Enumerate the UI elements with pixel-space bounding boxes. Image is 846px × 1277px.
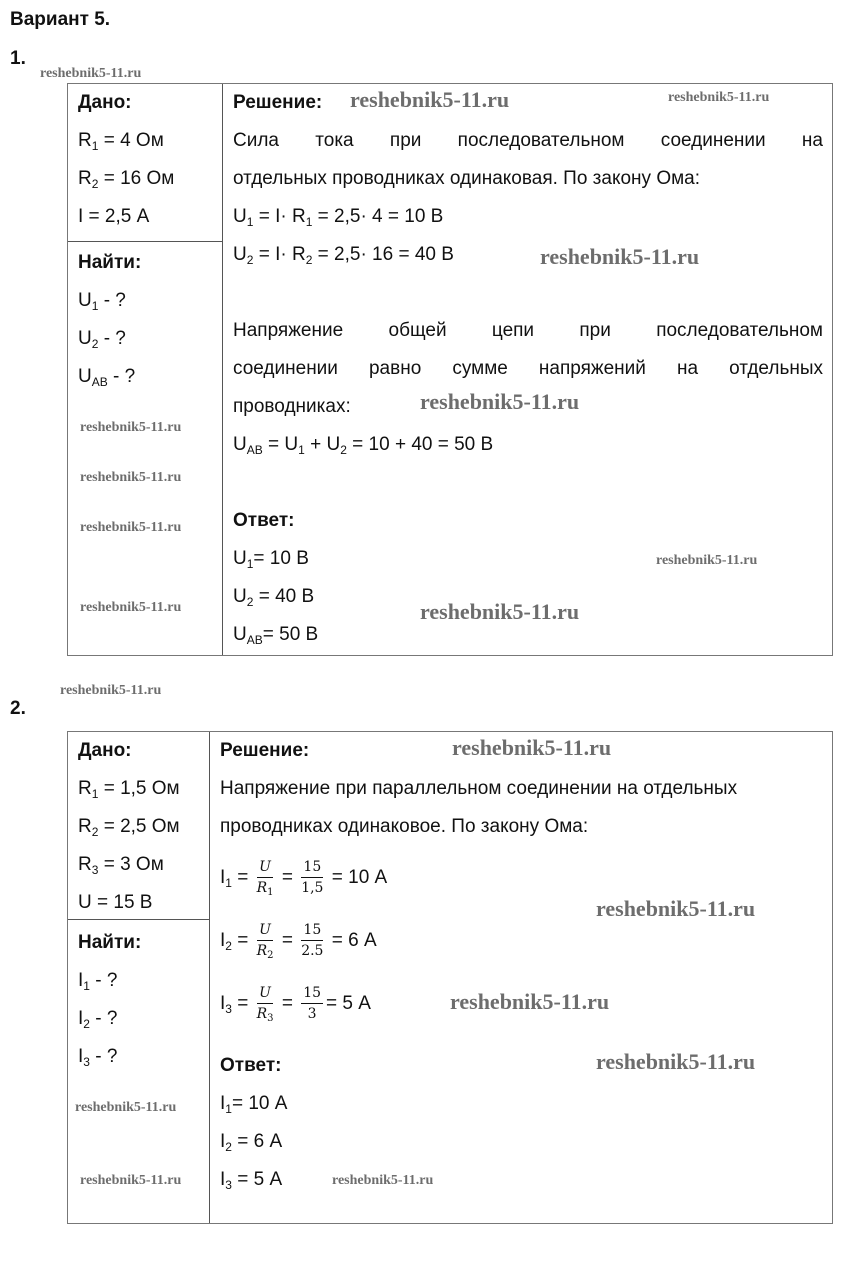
text: R — [78, 168, 92, 189]
fraction — [301, 857, 323, 898]
text-line — [220, 808, 825, 846]
text: I — [220, 930, 226, 951]
text: = 10 + 40 = 50 В — [346, 434, 494, 455]
text: Ответ: — [220, 1055, 282, 1076]
text-line — [220, 1035, 825, 1047]
denominator-text: 1,5 — [301, 880, 324, 897]
fraction — [257, 983, 274, 1024]
text: = 2,5· 4 = 10 В — [312, 206, 444, 227]
text: = — [276, 867, 299, 888]
text: = 5 А — [326, 993, 371, 1014]
text-line — [78, 1000, 180, 1038]
text: = 40 В — [253, 586, 315, 607]
text: U — [233, 586, 247, 607]
numerator: U — [257, 983, 273, 1004]
subscript: AB — [246, 443, 263, 457]
watermark: reshebnik5-11.ru — [80, 520, 182, 535]
text: Сила тока при последовательном соединении на — [233, 130, 823, 151]
text: = — [231, 930, 254, 951]
subscript: 3 — [225, 1002, 232, 1016]
text-line — [78, 962, 180, 1000]
subscript: 3 — [267, 1013, 274, 1025]
text: I — [78, 970, 84, 991]
text: I — [78, 1008, 84, 1029]
find-heading — [78, 924, 180, 962]
watermark: reshebnik5-11.ru — [656, 553, 758, 568]
text: = 10 В — [253, 548, 309, 569]
text: U = 15 В — [78, 892, 153, 913]
watermark: reshebnik5-11.ru — [332, 1173, 434, 1188]
variant-title: Вариант 5. — [10, 9, 111, 30]
text: U — [233, 548, 247, 569]
text-line — [78, 320, 174, 358]
text: U — [78, 290, 92, 311]
text-line — [233, 426, 823, 464]
text: I = 2,5 А — [78, 206, 150, 227]
subscript: 1 — [267, 887, 274, 899]
text-line — [233, 160, 823, 198]
text-line — [220, 770, 825, 808]
text-line — [78, 84, 174, 122]
denominator — [301, 878, 323, 898]
denominator-text: R — [256, 880, 268, 897]
text: Напряжение при параллельном соединении на отдельных — [220, 778, 738, 799]
denominator-text: R — [256, 943, 268, 960]
text: U — [233, 434, 247, 455]
denominator — [257, 1004, 274, 1024]
text: = 6 А — [326, 930, 377, 951]
text: = I· R — [253, 244, 306, 265]
watermark: reshebnik5-11.ru — [596, 896, 756, 921]
text-line — [78, 846, 180, 884]
numerator: U — [257, 857, 273, 878]
text: I — [78, 1046, 84, 1067]
text: отдельных проводниках одинаковая. По закону Ома: — [233, 168, 701, 189]
text: Напряжение общей цепи при последовательном — [233, 320, 823, 341]
numerator: U — [257, 920, 273, 941]
text-line — [78, 358, 174, 396]
subscript: 2 — [246, 253, 254, 267]
column-divider — [222, 84, 223, 655]
text: соединении равно сумме напряжений на отдельных — [233, 358, 823, 379]
watermark: reshebnik5-11.ru — [350, 87, 510, 112]
watermark: reshebnik5-11.ru — [452, 735, 612, 760]
subscript: 1 — [246, 557, 254, 571]
text: проводниках: — [233, 396, 351, 417]
text: I — [220, 1169, 226, 1190]
subscript: 2 — [225, 939, 232, 953]
text-line — [220, 1161, 825, 1199]
denominator — [257, 878, 274, 898]
watermark: reshebnik5-11.ru — [540, 244, 700, 269]
subscript: 2 — [246, 595, 254, 609]
text: Решение: — [233, 92, 323, 113]
subscript: 2 — [305, 253, 313, 267]
text: Найти: — [78, 932, 142, 953]
text: R — [78, 816, 92, 837]
numerator: 15 — [301, 857, 323, 878]
subscript: 1 — [246, 215, 254, 229]
solution-column — [233, 84, 823, 654]
text: = 6 А — [231, 1131, 283, 1152]
watermark: reshebnik5-11.ru — [80, 470, 182, 485]
watermark: reshebnik5-11.ru — [420, 389, 580, 414]
text-line — [233, 464, 823, 502]
subscript: 3 — [91, 863, 99, 877]
subscript: 2 — [340, 443, 347, 457]
text-line — [78, 770, 180, 808]
subscript: 1 — [91, 787, 99, 801]
subscript: 1 — [91, 139, 99, 153]
subscript: 1 — [225, 876, 232, 890]
subscript: 3 — [225, 1178, 232, 1192]
watermark: reshebnik5-11.ru — [75, 1100, 177, 1115]
text: U — [233, 206, 247, 227]
fraction — [301, 983, 323, 1024]
text-line — [233, 312, 823, 350]
problem-2-table — [67, 731, 833, 1224]
text-line — [78, 1038, 180, 1076]
text: = 10 А — [231, 1093, 288, 1114]
watermark: reshebnik5-11.ru — [80, 1173, 182, 1188]
text-line — [233, 274, 823, 312]
text: I — [220, 867, 226, 888]
text: = 16 Ом — [98, 168, 175, 189]
text: - ? — [98, 290, 126, 311]
watermark: reshebnik5-11.ru — [420, 599, 580, 624]
denominator — [301, 941, 323, 961]
text: = — [276, 993, 299, 1014]
subscript: 1 — [305, 215, 313, 229]
text: - ? — [89, 1008, 118, 1029]
text-line — [233, 122, 823, 160]
denominator — [308, 1004, 317, 1024]
text: R — [78, 778, 92, 799]
text: = — [231, 993, 254, 1014]
subscript: 1 — [91, 299, 99, 313]
subscript: 3 — [83, 1055, 90, 1069]
text-line — [233, 350, 823, 388]
given-column — [78, 84, 174, 396]
denominator-text: 2.5 — [301, 943, 324, 960]
text: I — [220, 1131, 226, 1152]
text-line — [78, 282, 174, 320]
text: + U — [304, 434, 341, 455]
text-line — [220, 1123, 825, 1161]
text-line — [78, 884, 180, 922]
text: = 1,5 Ом — [98, 778, 180, 799]
text: Дано: — [78, 740, 132, 761]
solution-column — [220, 732, 825, 1199]
text-line — [78, 808, 180, 846]
text: = U — [262, 434, 299, 455]
numerator: 15 — [301, 983, 323, 1004]
text: U — [78, 366, 92, 387]
text-line — [233, 236, 823, 274]
subscript: 1 — [298, 443, 305, 457]
denominator — [257, 941, 274, 961]
column-divider — [209, 732, 210, 1223]
text: Ответ: — [233, 510, 295, 531]
watermark: reshebnik5-11.ru — [80, 600, 182, 615]
text: проводниках одинаковое. По закону Ома: — [220, 816, 589, 837]
watermark: reshebnik5-11.ru — [40, 66, 142, 81]
text: R — [78, 854, 92, 875]
subscript: 2 — [225, 1140, 232, 1154]
fraction — [257, 920, 274, 961]
text: I — [220, 1093, 226, 1114]
text-line — [220, 1085, 825, 1123]
text: = — [276, 930, 299, 951]
watermark: reshebnik5-11.ru — [60, 683, 162, 698]
text: U — [78, 328, 92, 349]
subscript: 2 — [267, 950, 274, 962]
watermark: reshebnik5-11.ru — [80, 420, 182, 435]
given-column — [78, 732, 180, 1076]
text: - ? — [89, 1046, 118, 1067]
text: = 10 А — [326, 867, 388, 888]
text: = 4 Ом — [98, 130, 164, 151]
text: U — [233, 244, 247, 265]
denominator-text: R — [256, 1006, 268, 1023]
subscript: 2 — [91, 177, 99, 191]
text: = — [231, 867, 254, 888]
subscript: 1 — [83, 979, 90, 993]
text: Дано: — [78, 92, 132, 113]
text: Найти: — [78, 252, 142, 273]
text-line — [78, 732, 180, 770]
text: U — [233, 624, 247, 645]
text: = 2,5· 16 = 40 В — [312, 244, 454, 265]
text: = I· R — [253, 206, 306, 227]
numerator: 15 — [301, 920, 323, 941]
text-line — [78, 122, 174, 160]
subscript: AB — [91, 375, 108, 389]
find-heading — [78, 244, 174, 282]
text: = 2,5 Ом — [98, 816, 180, 837]
fraction — [301, 920, 323, 961]
subscript: 2 — [91, 337, 99, 351]
subscript: 1 — [225, 1102, 232, 1116]
fraction — [257, 857, 274, 898]
subscript: AB — [246, 633, 263, 647]
text: = 50 В — [262, 624, 319, 645]
text: = 3 Ом — [98, 854, 164, 875]
subscript: 2 — [91, 825, 99, 839]
text: R — [78, 130, 92, 151]
watermark: reshebnik5-11.ru — [668, 90, 770, 105]
problem-1-table — [67, 83, 833, 656]
text: Решение: — [220, 740, 310, 761]
watermark: reshebnik5-11.ru — [596, 1049, 756, 1074]
problem-number: 2. — [10, 698, 26, 719]
text-line — [78, 160, 174, 198]
problem-number: 1. — [10, 48, 26, 69]
text-line — [78, 198, 174, 236]
text-line — [233, 502, 823, 540]
text: - ? — [107, 366, 136, 387]
text: = 5 А — [231, 1169, 283, 1190]
text: - ? — [89, 970, 118, 991]
text-line — [233, 198, 823, 236]
watermark: reshebnik5-11.ru — [450, 989, 610, 1014]
text: - ? — [98, 328, 126, 349]
subscript: 2 — [83, 1017, 90, 1031]
denominator-text: 3 — [307, 1006, 317, 1023]
text: I — [220, 993, 226, 1014]
